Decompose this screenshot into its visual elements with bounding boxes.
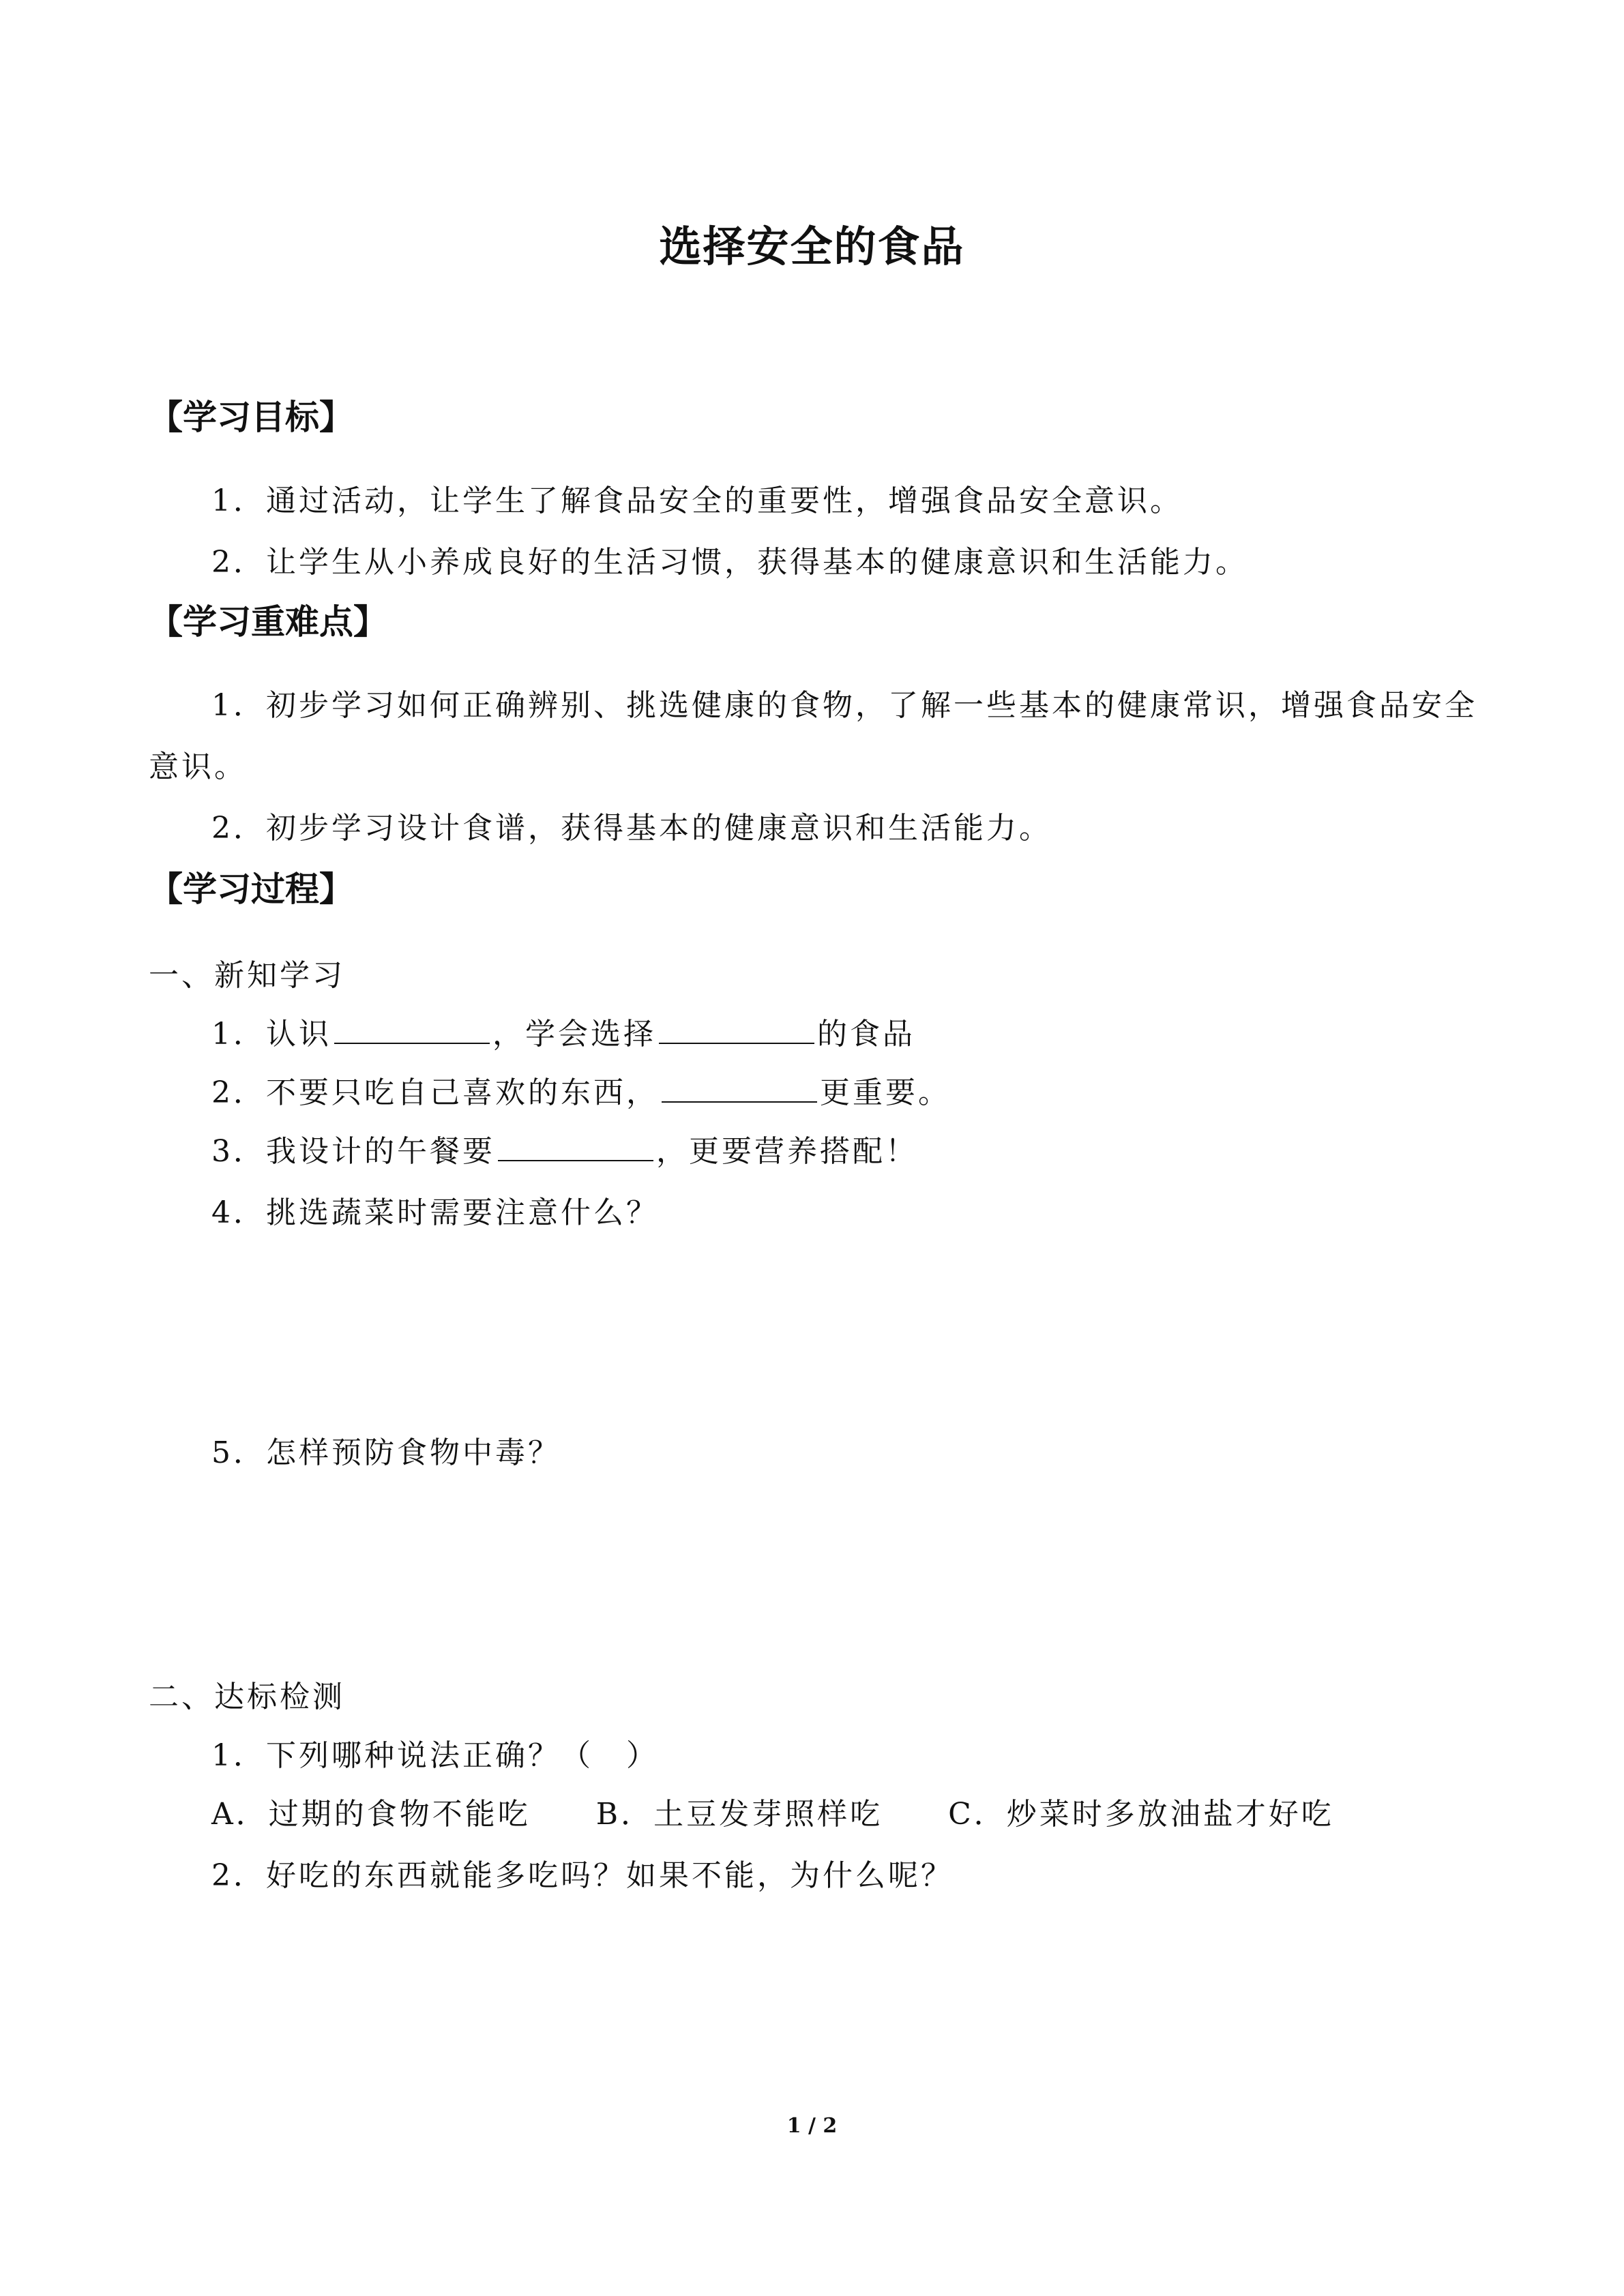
page-title: 选择安全的食品 <box>659 222 965 271</box>
part1-question-3 <box>211 1127 918 1170</box>
key-point-item-2: 2．初步学习设计食谱，获得基本的健康意识和生活能力。 <box>211 811 1052 846</box>
part1-question-5: 5．怎样预防食物中毒？ <box>211 1435 561 1470</box>
part2-question-2: 2．好吃的东西就能多吃吗？如果不能，为什么呢？ <box>211 1858 954 1893</box>
q2-text-b: 更重要。 <box>820 1075 951 1110</box>
q1-text-c: 的食品 <box>817 1017 915 1052</box>
process-heading: 【学习过程】 <box>149 869 353 909</box>
key-points-heading: 【学习重难点】 <box>149 601 387 642</box>
part2-question-1-options: A．过期的食物不能吃 B．土豆发芽照样吃 C．炒菜时多放油盐才好吃 <box>211 1797 1334 1832</box>
q3-blank[interactable] <box>498 1133 653 1161</box>
part2-question-1: 1．下列哪种说法正确？（ ） <box>211 1738 659 1773</box>
page-number: 1 / 2 <box>786 2114 838 2138</box>
part2-title: 二、达标检测 <box>149 1680 345 1714</box>
q1-blank-1[interactable] <box>334 1015 490 1044</box>
key-point-item-1-line-1: 1．初步学习如何正确辨别、挑选健康的食物，了解一些基本的健康常识，增强食品安全 <box>211 688 1477 723</box>
part1-title: 一、新知学习 <box>149 958 345 993</box>
q2-text-a: 2．不要只吃自己喜欢的东西， <box>211 1075 659 1110</box>
part1-question-4: 4．挑选蔬菜时需要注意什么？ <box>211 1195 659 1230</box>
q1-blank-2[interactable] <box>659 1015 814 1044</box>
goals-heading: 【学习目标】 <box>149 397 353 437</box>
q2-blank[interactable] <box>662 1074 817 1103</box>
goal-item-1: 1．通过活动，让学生了解食品安全的重要性，增强食品安全意识。 <box>211 483 1183 518</box>
key-point-item-1-line-2: 意识。 <box>149 749 247 784</box>
part1-question-1 <box>211 1009 915 1053</box>
q3-text-a: 3．我设计的午餐要 <box>211 1134 495 1169</box>
q3-text-b: ，更要营养搭配！ <box>656 1134 918 1169</box>
part1-question-2 <box>211 1068 951 1112</box>
q1-text-a: 1．认识 <box>211 1017 331 1052</box>
q1-text-b: ，学会选择 <box>492 1017 656 1052</box>
goal-item-2: 2．让学生从小养成良好的生活习惯，获得基本的健康意识和生活能力。 <box>211 545 1248 580</box>
